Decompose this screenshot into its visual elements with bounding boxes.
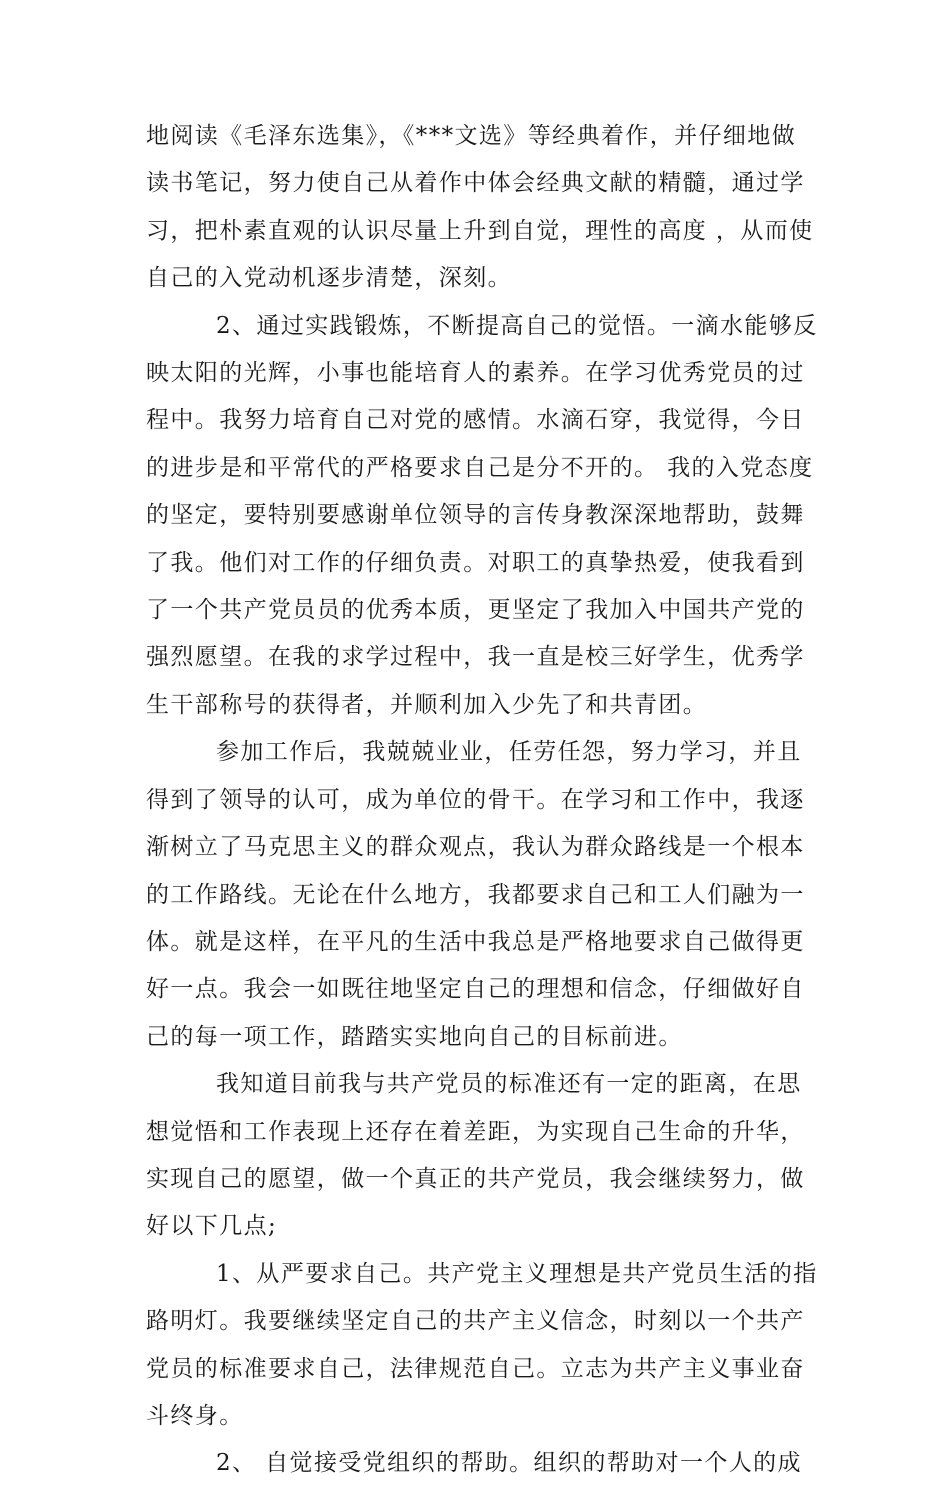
text-line: 2、 自觉接受党组织的帮助。组织的帮助对一个人的成 xyxy=(216,1450,802,1477)
text-line: 2、通过实践锻炼，不断提高自己的觉悟。一滴水能够反 xyxy=(216,312,818,339)
text-line: 党员的标准要求自己，法律规范自己。立志为共产主义事业奋 xyxy=(146,1355,805,1382)
text-line: 参加工作后，我兢兢业业，任劳任怨，努力学习，并且 xyxy=(216,739,802,766)
text-line: 斗终身。 xyxy=(146,1402,244,1429)
text-line: 生干部称号的获得者，并顺利加入少先了和共青团。 xyxy=(146,691,708,718)
text-line: 地阅读《毛泽东选集》，《***文选》等经典着作，并仔细地做 xyxy=(146,123,797,149)
text-line: 体。就是这样，在平凡的生活中我总是严格地要求自己做得更 xyxy=(146,928,805,955)
paragraph xyxy=(146,729,826,1061)
text-line: 我知道目前我与共产党员的标准还有一定的距离，在思 xyxy=(216,1071,802,1098)
text-line: 习，把朴素直观的认识尽量上升到自觉，理性的高度 ，从而使 xyxy=(146,217,814,244)
text-line: 自己的入党动机逐步清楚，深刻。 xyxy=(146,265,512,292)
text-line: 1、从严要求自己。共产党主义理想是共产党员生活的指 xyxy=(216,1260,818,1287)
text-line: 强烈愿望。在我的求学过程中，我一直是校三好学生，优秀学 xyxy=(146,644,805,671)
paragraph xyxy=(146,113,826,303)
paragraph xyxy=(146,1440,826,1487)
text-line: 读书笔记，努力使自己从着作中体会经典文献的精髓，通过学 xyxy=(146,170,805,197)
text-line: 路明灯。我要继续坚定自己的共产主义信念，时刻以一个共产 xyxy=(146,1308,805,1335)
text-line: 实现自己的愿望，做一个真正的共产党员，我会继续努力，做 xyxy=(146,1165,805,1192)
paragraph xyxy=(146,303,826,730)
paragraph xyxy=(146,1251,826,1441)
text-line: 映太阳的光辉，小事也能培育人的素养。在学习优秀党员的过 xyxy=(146,360,805,387)
paragraph xyxy=(146,1061,826,1251)
text-line: 好以下几点; xyxy=(146,1213,278,1240)
text-line: 了我。他们对工作的仔细负责。对职工的真挚热爱，使我看到 xyxy=(146,549,805,576)
text-line: 好一点。我会一如既往地坚定自己的理想和信念，仔细做好自 xyxy=(146,976,805,1003)
text-line: 渐树立了马克思主义的群众观点，我认为群众路线是一个根本 xyxy=(146,834,805,861)
text-line: 了一个共产党员员的优秀本质，更坚定了我加入中国共产党的 xyxy=(146,597,805,624)
text-line: 想觉悟和工作表现上还存在着差距，为实现自己生命的升华， xyxy=(146,1118,805,1145)
text-line: 的进步是和平常代的严格要求自己是分不开的。 我的入党态度 xyxy=(146,454,814,481)
text-line: 的工作路线。无论在什么地方，我都要求自己和工人们融为一 xyxy=(146,881,805,908)
text-line: 己的每一项工作，踏踏实实地向自己的目标前进。 xyxy=(146,1023,683,1050)
text-line: 程中。我努力培育自己对党的感情。水滴石穿，我觉得，今日 xyxy=(146,407,805,434)
text-line: 得到了领导的认可，成为单位的骨干。在学习和工作中，我逐 xyxy=(146,786,805,813)
text-line: 的坚定，要特别要感谢单位领导的言传身教深深地帮助，鼓舞 xyxy=(146,502,805,529)
document-body xyxy=(146,113,826,1488)
